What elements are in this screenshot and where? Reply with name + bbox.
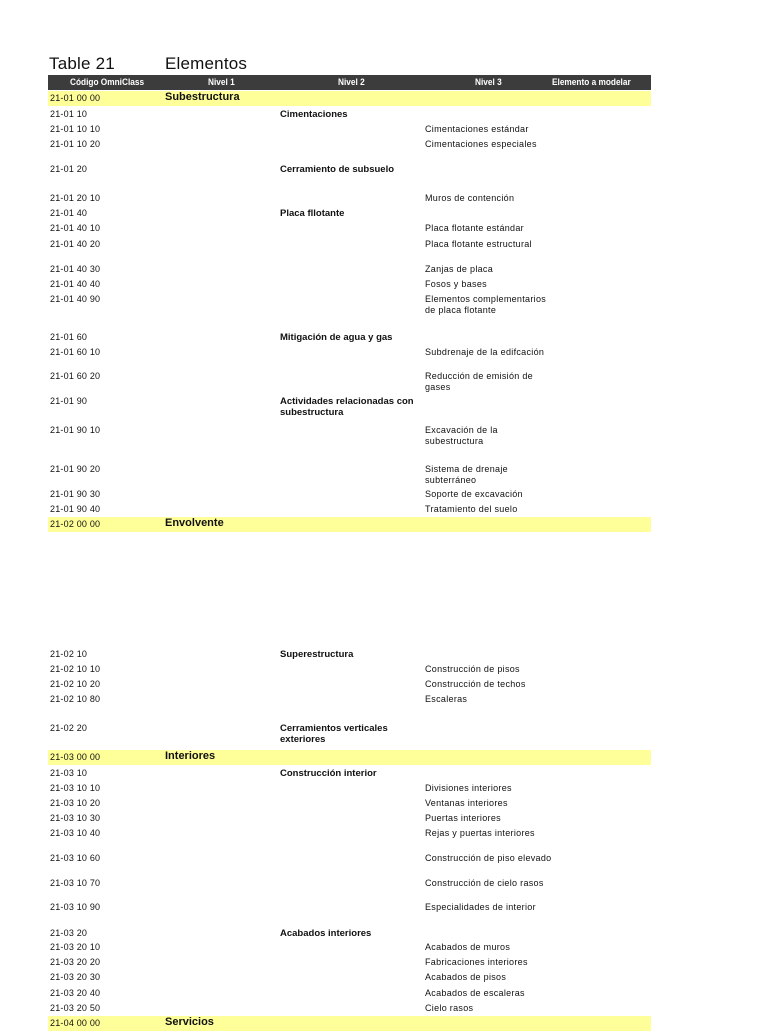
nivel-3-cell: Elementos complementarios de placa flotante <box>425 294 547 315</box>
code-cell: 21-01 10 <box>50 109 88 119</box>
code-cell: 21-03 10 70 <box>50 878 101 888</box>
code-cell: 21-01 40 20 <box>50 239 101 249</box>
nivel-2-cell: Cimentaciones <box>280 109 348 120</box>
table-header <box>48 75 651 90</box>
nivel-2-cell: Superestructura <box>280 649 354 660</box>
nivel-3-cell: Escaleras <box>425 694 468 704</box>
code-cell: 21-03 20 20 <box>50 957 101 967</box>
code-cell: 21-01 40 <box>50 208 88 218</box>
nivel-3-cell: Ventanas interiores <box>425 798 508 808</box>
nivel-3-cell: Construcción de pisos <box>425 664 520 674</box>
code-cell: 21-01 90 10 <box>50 425 101 435</box>
table-title: Elementos <box>165 54 248 73</box>
nivel-2-cell: Actividades relacionadas con subestructura <box>280 396 414 418</box>
code-cell: 21-01 40 40 <box>50 279 101 289</box>
code-cell: 21-01 20 10 <box>50 193 101 203</box>
nivel-3-cell: Puertas interiores <box>425 813 501 823</box>
code-cell: 21-03 10 60 <box>50 853 101 863</box>
code-cell: 21-03 10 20 <box>50 798 101 808</box>
header-nivel-2: Nivel 2 <box>338 77 365 87</box>
nivel-3-cell: Rejas y puertas interiores <box>425 828 535 838</box>
code-cell: 21-03 10 90 <box>50 902 101 912</box>
code-cell: 21-01 20 <box>50 164 88 174</box>
code-cell: 21-02 10 <box>50 649 88 659</box>
nivel-3-cell: Tratamiento del suelo <box>425 504 518 514</box>
header-nivel-1: Nivel 1 <box>208 77 235 87</box>
section-row <box>48 750 651 765</box>
nivel-3-cell: Muros de contención <box>425 193 515 203</box>
code-cell: 21-01 60 <box>50 332 88 342</box>
header-nivel-3: Nivel 3 <box>475 77 502 87</box>
code-cell: 21-02 10 80 <box>50 694 101 704</box>
nivel-3-cell: Placa flotante estándar <box>425 223 524 233</box>
nivel-1-cell: Interiores <box>165 750 216 762</box>
code-cell: 21-01 90 30 <box>50 489 101 499</box>
nivel-3-cell: Sistema de drenaje subterráneo <box>425 464 508 485</box>
code-cell: 21-04 00 00 <box>50 1018 101 1028</box>
code-cell: 21-01 90 20 <box>50 464 101 474</box>
nivel-2-cell: Mitigación de agua y gas <box>280 332 393 343</box>
nivel-3-cell: Fosos y bases <box>425 279 487 289</box>
code-cell: 21-02 00 00 <box>50 519 101 529</box>
code-cell: 21-02 20 <box>50 723 88 733</box>
nivel-3-cell: Construcción de techos <box>425 679 526 689</box>
nivel-3-cell: Acabados de muros <box>425 942 511 952</box>
section-row <box>48 91 651 106</box>
code-cell: 21-03 20 10 <box>50 942 101 952</box>
code-cell: 21-02 10 10 <box>50 664 101 674</box>
nivel-1-cell: Envolvente <box>165 517 224 529</box>
section-row <box>48 517 651 532</box>
code-cell: 21-01 40 10 <box>50 223 101 233</box>
nivel-3-cell: Acabados de pisos <box>425 972 507 982</box>
code-cell: 21-03 20 40 <box>50 988 101 998</box>
code-cell: 21-03 10 30 <box>50 813 101 823</box>
code-cell: 21-01 40 30 <box>50 264 101 274</box>
nivel-3-cell: Especialidades de interior <box>425 902 536 912</box>
code-cell: 21-01 90 40 <box>50 504 101 514</box>
nivel-3-cell: Cimentaciones estándar <box>425 124 529 134</box>
nivel-3-cell: Reducción de emisión de gases <box>425 371 533 392</box>
nivel-2-cell: Construcción interior <box>280 768 377 779</box>
nivel-3-cell: Placa flotante estructural <box>425 239 532 249</box>
nivel-3-cell: Construcción de cielo rasos <box>425 878 544 888</box>
nivel-3-cell: Soporte de excavación <box>425 489 523 499</box>
code-cell: 21-01 40 90 <box>50 294 101 304</box>
code-cell: 21-01 60 20 <box>50 371 101 381</box>
nivel-2-cell: Placa fllotante <box>280 208 345 219</box>
code-cell: 21-03 00 00 <box>50 752 101 762</box>
nivel-1-cell: Subestructura <box>165 91 240 103</box>
nivel-3-cell: Excavación de la subestructura <box>425 425 498 446</box>
code-cell: 21-02 10 20 <box>50 679 101 689</box>
header-codigo: Código OmniClass <box>70 77 145 87</box>
code-cell: 21-01 90 <box>50 396 88 406</box>
code-cell: 21-03 10 40 <box>50 828 101 838</box>
nivel-2-cell: Cerramientos verticales exteriores <box>280 723 388 745</box>
code-cell: 21-01 60 10 <box>50 347 101 357</box>
code-cell: 21-03 20 <box>50 928 88 938</box>
nivel-3-cell: Cimentaciones especiales <box>425 139 537 149</box>
nivel-3-cell: Fabricaciones interiores <box>425 957 528 967</box>
nivel-3-cell: Construcción de piso elevado <box>425 853 552 863</box>
code-cell: 21-03 10 <box>50 768 88 778</box>
code-cell: 21-01 10 20 <box>50 139 101 149</box>
nivel-3-cell: Zanjas de placa <box>425 264 494 274</box>
table-number: Table 21 <box>49 54 115 73</box>
nivel-3-cell: Divisiones interiores <box>425 783 512 793</box>
code-cell: 21-03 20 50 <box>50 1003 101 1013</box>
nivel-2-cell: Cerramiento de subsuelo <box>280 164 395 175</box>
nivel-2-cell: Acabados interiores <box>280 928 372 939</box>
code-cell: 21-01 10 10 <box>50 124 101 134</box>
code-cell: 21-03 20 30 <box>50 972 101 982</box>
nivel-3-cell: Cielo rasos <box>425 1003 474 1013</box>
header-elemento: Elemento a modelar <box>552 77 631 87</box>
code-cell: 21-03 10 10 <box>50 783 101 793</box>
nivel-1-cell: Servicios <box>165 1016 214 1028</box>
nivel-3-cell: Subdrenaje de la edifcación <box>425 347 545 357</box>
code-cell: 21-01 00 00 <box>50 93 101 103</box>
nivel-3-cell: Acabados de escaleras <box>425 988 525 998</box>
